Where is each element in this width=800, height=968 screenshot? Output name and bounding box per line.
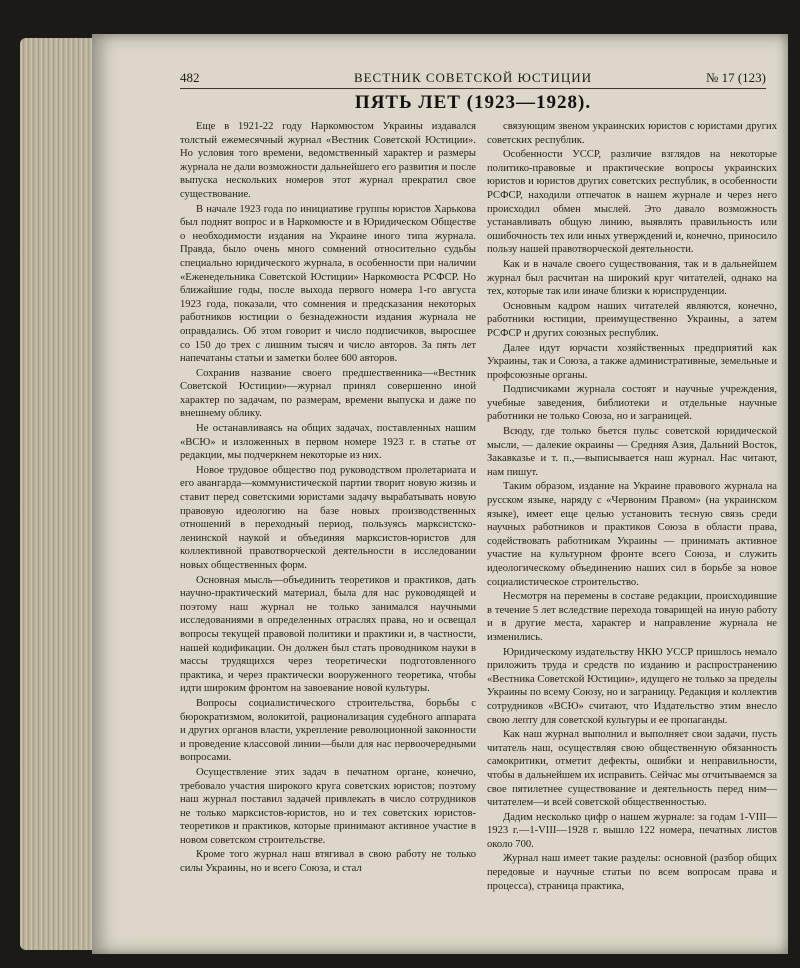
page-number: 482 (180, 70, 200, 85)
paragraph: Осуществление этих задач в печатном органе, конечно, требовало участия широкого круга советских юристов; поэтому наш журнал поставил задачей привлекать в число сотрудников не только марксистов-юристов, но и тех советских юристов-теоретиков и практиков, которые принимают активное участие в новом советском строительстве. (180, 766, 476, 846)
paragraph: Несмотря на перемены в составе редакции, происходившие в течение 5 лет вследствие перехода товарищей на иную работу и в другие места, характер и направление журнала не изменились. (487, 591, 777, 643)
issue-number: № 17 (123) (705, 70, 766, 85)
paragraph: Как наш журнал выполнил и выполняет свои задачи, пусть читатель наш, осуществляя свою общественную обязанность самокритики, отметит дефекты, ошибки и неправильности, чтобы в дальнейшем их исправить. Сейчас мы отчитываемся за свое пятилетнее существование и деятельность перед ним—читателем—и всей советской общественностью. (487, 729, 777, 809)
paragraph: Таким образом, издание на Украине правового журнала на русском языке, наряду с «Червоним Правом» (на украинском языке), имеет еще целью установить тесную связь среди научных работников и практиков Союза в области права, содействовать работникам Украины — принимать активное участие на культурном фронте всего Союза, и служить идеологическому объединению наших сил в борьбе за новое социалистическое строительство. (487, 481, 777, 588)
paragraph: Как и в начале своего существования, так и в дальнейшем журнал был расчитан на широкий круг читателей, однако на тех, которые так или иначе близки к юриспруденции. (487, 258, 777, 298)
paragraph: Подписчиками журнала состоят и научные учреждения, учебные заведения, библиотеки и отдельные научные работники не только Союза, но и заграницей. (487, 384, 777, 423)
page-edge-stack (20, 38, 100, 950)
paragraph: Журнал наш имеет такие разделы: основной (разбор общих передовые и научные статьи по всем вопросам права и процесса), страница практика, (487, 853, 777, 892)
paragraph: Еще в 1921-22 году Наркомюстом Украины издавался толстый ежемесячный журнал «Вестник Советской Юстиции». Но условия того времени, ведомственный характер и размеры журнала не дали возможности дальнейшего его развития и после выпуска нескольких номеров этот журнал прекратил свое существование. (180, 121, 476, 200)
paragraph: Далее идут юрчасти хозяйственных предприятий как Украины, так и Союза, а также административные, земельные и профсоюзные органы. (487, 342, 777, 381)
paragraph: Новое трудовое общество под руководством пролетариата и его авангарда—коммунистической партии творит новую жизнь и ставит перед советскими юристами задачу вырабатывать новую правовую идеологию на базе новых производственных отношений в переходный период, пользуясь марксистско-ленинской наукой и объединяя марксистов-юристов для коллективной правотворческой деятельности в исследовании новых общественных форм. (180, 464, 476, 571)
paragraph: Основным кадром наших читателей являются, конечно, работники юстиции, преимущественно Украины, а затем РСФСР и других союзных республик. (487, 300, 777, 339)
paragraph: Всюду, где только бьется пульс советской юридической мысли, — далекие окраины — Средняя Азия, Дальний Восток, Закавказье и т. п.,—выписывается наш журнал. Нас читают, нам пишут. (487, 426, 777, 478)
paragraph: Вопросы социалистического строительства, борьбы с бюрократизмом, волокитой, рационализация судебного аппарата и других органов власти, укрепление революционной законности и проведение классовой линии—были для нас первоочередными вопросами. (180, 697, 476, 764)
paragraph: Особенности УССР, различие взглядов на некоторые политико-правовые и практические вопросы украинских юристов и юристов других советских республик, в особенности РСФСР, находили отпечаток в нашем журнале и через него происходил обмен мыслей. Это давало возможность устанавливать общую линию, выявлять правильность или ошибочность тех или иных утверждений и, конечно, приносило пользу нашей правотворческой деятельности. (487, 149, 777, 256)
journal-page (92, 34, 788, 954)
paragraph: Юридическому издательству НКЮ УССР пришлось немало приложить труда и средств по изданию и распространению «Вестника Советской Юстиции», идущего не только за пределы Украины по всему Союзу, но и заграницу. Редакция и коллектив сотрудников «ВСЮ» считают, что Издательство этим внесло свою лепту для советской культуры и ее пропаганды. (487, 646, 777, 726)
paragraph: Кроме того журнал наш втягивал в свою работу не только силы Украины, но и всего Союза, и стал (180, 849, 476, 875)
journal-title: ВЕСТНИК СОВЕТСКОЙ ЮСТИЦИИ (353, 70, 593, 85)
right-column (487, 120, 777, 930)
running-head (180, 70, 766, 89)
article-title: ПЯТЬ ЛЕТ (1923—1928). (354, 92, 592, 113)
paragraph: Сохранив название своего предшественника—«Вестник Советской Юстиции»—журнал принял совершенно иной характер по задачам, по размерам, времени выпуска и даже по внешнему облику. (180, 367, 476, 420)
paragraph: В начале 1923 года по инициативе группы юристов Харькова был поднят вопрос и в Наркомюсте и в Юридическом Обществе о необходимости издания на Украине иного типа журнала. Правда, было очень много сомнений относительно судьбы специально юридического журнала, в особенности при наличии «Еженедельника Советской Юстиции» Наркомюста РСФСР. Но ближайшие годы, после выхода первого номера 1-го августа 1923 года, показали, что сомнения и предсказания некоторых работников юстиции о безнадежности издания журнала не оправдались. Об этом говорит и число подписчиков, выросшее со 150 до трех с лишним тысяч и число авторов. За пять лет напечатаны статьи и заметки более 600 авторов. (180, 203, 476, 365)
paragraph: Основная мысль—объединить теоретиков и практиков, дать научно-практический материал, была для нас руководящей и поэтому наш журнал не только занимался научными исследованиями в определенных отраслях права, но и освещал вопросы текущей правовой политики и практики и, в частности, нашей кодификации. Он должен был стать проводником науки в массы трудящихся через теоретически подготовленного практика, и через практически вооруженного теоретика, чтобы идти широким фронтом на завоевание новой культуры. (180, 574, 476, 695)
paragraph: связующим звеном украинских юристов с юристами других советских республик. (487, 121, 777, 146)
left-column (180, 120, 476, 930)
paragraph: Дадим несколько цифр о нашем журнале: за годам 1-VIII—1923 г.—1-VIII—1928 г. вышло 122 номера, печатных листов около 700. (487, 811, 777, 850)
paragraph: Не останавливаясь на общих задачах, поставленных нашим «ВСЮ» и изложенных в первом номере 1923 г. в статье от редакции, мы подчеркнем некоторые из них. (180, 423, 476, 462)
